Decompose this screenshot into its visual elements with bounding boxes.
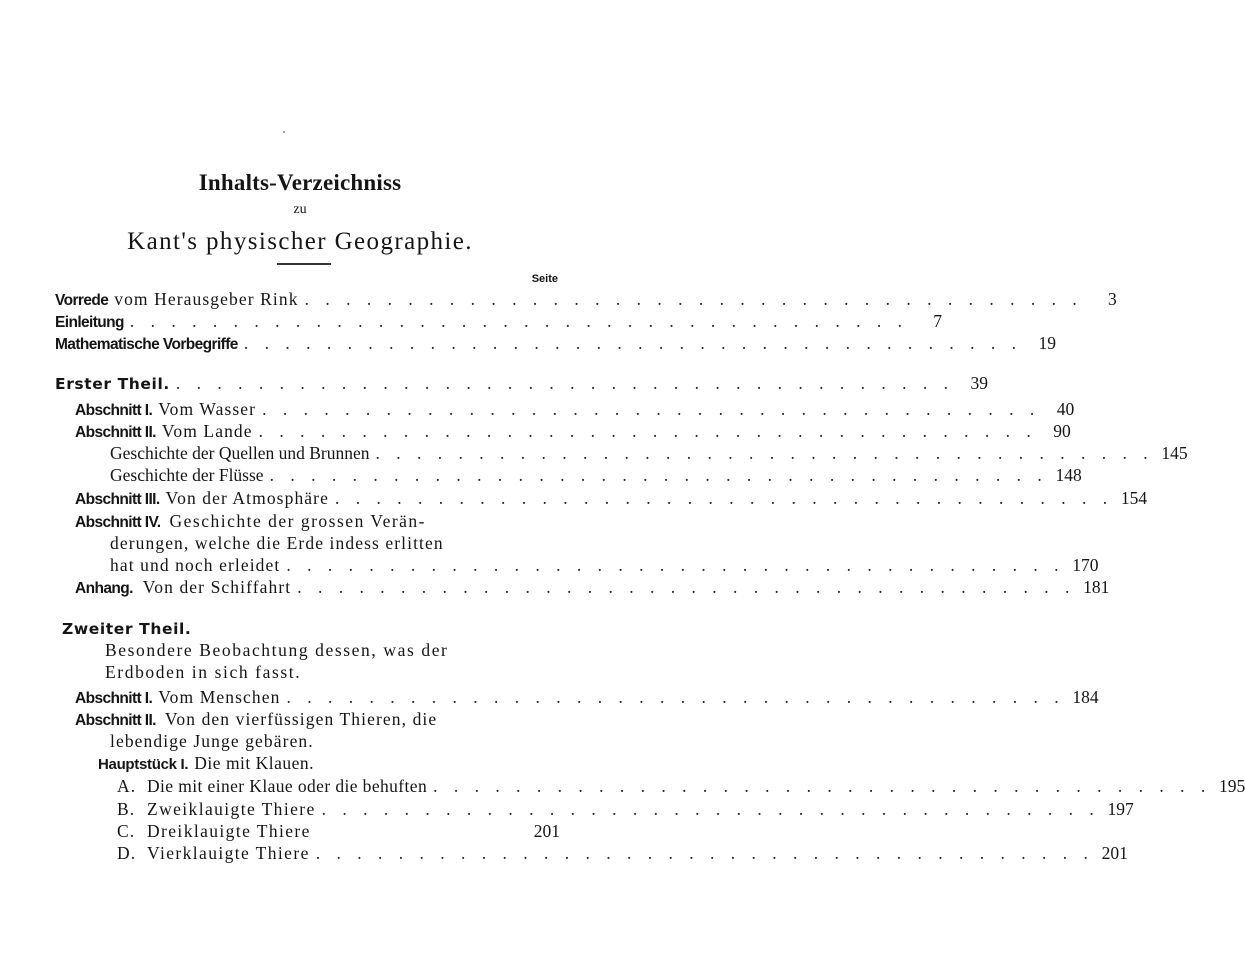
toc-entry-sub-a — [117, 775, 1245, 797]
subentry-marker: C. — [117, 821, 136, 841]
entry-text: Vom Menschen — [158, 687, 281, 707]
toc-entry-einleitung — [55, 310, 943, 334]
toc-entry-abschnitt-4 — [75, 510, 560, 534]
toc-entry-abschnitt-1 — [75, 398, 1075, 422]
page-number: 201 — [533, 821, 560, 841]
page-number: 195 — [1219, 776, 1245, 796]
page-number: 181 — [1083, 577, 1110, 597]
print-speck — [283, 131, 285, 133]
section-label: Abschnitt IV. — [75, 514, 161, 531]
page-number: 40 — [1056, 399, 1075, 419]
entry-text: Zweiklauigte Thiere — [147, 799, 316, 819]
entry-text-continued: lebendige Junge gebären. — [110, 731, 314, 751]
subentry-marker: A. — [117, 776, 137, 796]
toc-entry-fluesse — [110, 464, 1082, 486]
dot-leader: . . . . . . . . . . . . . . . . . . . . . . . . . . . . . . . . . . . . . . — [375, 443, 1154, 463]
page-number: 170 — [1072, 555, 1099, 575]
entry-text: Vom Wasser — [158, 399, 257, 419]
entry-text: Von den vierfüssigen Thieren, die — [164, 709, 438, 729]
chapter-label: Hauptstück I. — [98, 756, 189, 773]
part-label: Zweiter Theil. — [62, 620, 192, 638]
page-subtitle: Kant's physischer Geographie. — [127, 228, 473, 255]
entry-text: Geschichte der grossen Verän- — [169, 511, 427, 531]
page-number: 154 — [1120, 488, 1148, 508]
entry-text-continued: derungen, welche die Erde indess erlitten — [110, 533, 444, 553]
dot-leader: . . . . . . . . . . . . . . . . . . . . . . . . . . . . . . . . . . . . . . — [175, 373, 954, 393]
entry-label: Einleitung — [55, 314, 124, 331]
page-number: 201 — [1101, 843, 1128, 863]
toc-entry-sub-d — [117, 842, 1128, 864]
section-label: Abschnitt I. — [75, 402, 153, 419]
toc-entry-sub-b — [117, 798, 1134, 820]
dot-leader: . . . . . . . . . . . . . . . . . . . . . . . . . . . . . . . . . . . . . . — [321, 799, 1100, 819]
entry-text: Vom Lande — [161, 421, 253, 441]
entry-text: vom Herausgeber Rink — [114, 289, 299, 309]
dot-leader: . . . . . . . . . . . . . . . . . . . . . . . . . . . . . . . . . . . . . . — [129, 311, 909, 331]
dot-leader: . . . . . . . . . . . . . . . . . . . . . . . . . . . . . . . . . . . . . . — [433, 776, 1212, 796]
toc-entry-zweiter-theil — [62, 618, 560, 640]
title-divider — [277, 263, 331, 265]
section-label: Abschnitt I. — [75, 690, 153, 707]
dot-leader: . . . . . . . . . . . . . . . . . . . . . . . . . . . . . . . . . . . . . . — [243, 333, 1022, 353]
toc-entry-zweiter-abschnitt-1 — [75, 686, 1099, 710]
toc-entry-abschnitt-2 — [75, 420, 1071, 444]
entry-text: Von der Atmosphäre — [165, 488, 329, 508]
page-number: 148 — [1055, 465, 1082, 485]
toc-entry-anhang — [75, 576, 1110, 600]
page-number: 90 — [1053, 421, 1071, 441]
entry-text: Dreiklauigte Thiere — [147, 821, 311, 841]
page-number: 184 — [1072, 687, 1099, 707]
entry-text: Von der Schiffahrt — [142, 577, 292, 597]
dot-leader: . . . . . . . . . . . . . . . . . . . . . . . . . . . . . . . . . . . . . . — [286, 687, 1065, 707]
entry-label: Mathematische Vorbegriffe — [55, 336, 238, 353]
entry-text: Geschichte der Flüsse — [110, 465, 264, 485]
page-number: 3 — [1107, 289, 1117, 309]
page-number: 197 — [1107, 799, 1134, 819]
toc-entry-mathematische-vorbegriffe — [55, 332, 1056, 356]
subentry-marker: B. — [117, 799, 136, 819]
page-number: 19 — [1038, 333, 1056, 353]
toc-entry-vorrede — [55, 288, 1117, 312]
section-label: Abschnitt II. — [75, 712, 156, 729]
subentry-marker: D. — [117, 843, 137, 863]
dot-leader: . . . . . . . . . . . . . . . . . . . . . . . . . . . . . . . . . . . . . . — [286, 555, 1065, 575]
section-label: Anhang. — [75, 580, 133, 597]
entry-text: Die mit Klauen. — [194, 753, 315, 773]
entry-text: Vierklauigte Thiere — [147, 843, 310, 863]
page-column-label: Seite — [531, 273, 558, 285]
part-label: Erster Theil. — [55, 375, 170, 393]
section-label: Abschnitt II. — [75, 424, 156, 441]
dot-leader: . . . . . . . . . . . . . . . . . . . . . . . . . . . . . . . . . . . . . . — [262, 399, 1041, 419]
entry-text: Die mit einer Klaue oder die behuften — [147, 776, 428, 796]
toc-entry-hauptstueck-1 — [98, 752, 560, 776]
part-description-continued: Erdboden in sich fasst. — [105, 662, 302, 682]
page-title: Inhalts-Verzeichniss — [198, 170, 402, 195]
entry-label: Vorrede — [55, 292, 109, 309]
entry-text: Geschichte der Quellen und Brunnen — [110, 443, 370, 463]
dot-leader: . . . . . . . . . . . . . . . . . . . . . . . . . . . . . . . . . . . . . . — [315, 843, 1094, 863]
dot-leader: . . . . . . . . . . . . . . . . . . . . . . . . . . . . . . . . . . . . . . — [258, 421, 1037, 441]
toc-entry-abschnitt-3 — [75, 487, 1148, 511]
page-number: 7 — [933, 311, 943, 331]
toc-entry-sub-c — [117, 820, 560, 842]
part-description: Besondere Beobachtung dessen, was der — [105, 640, 449, 660]
toc-entry-quellen — [110, 442, 1188, 464]
toc-entry-zweiter-abschnitt-2 — [75, 708, 560, 732]
title-connector: zu — [293, 202, 307, 217]
section-label: Abschnitt III. — [75, 491, 160, 508]
page-number: 145 — [1161, 443, 1188, 463]
dot-leader: . . . . . . . . . . . . . . . . . . . . . . . . . . . . . . . . . . . . . . — [334, 488, 1114, 508]
page-number: 39 — [970, 373, 988, 393]
dot-leader: . . . . . . . . . . . . . . . . . . . . . . . . . . . . . . . . . . . . . . — [304, 289, 1083, 309]
toc-entry-erster-theil — [55, 372, 988, 395]
entry-text: hat und noch erleidet — [110, 555, 281, 575]
dot-leader: . . . . . . . . . . . . . . . . . . . . . . . . . . . . . . . . . . . . . . — [297, 577, 1076, 597]
toc-entry-abschnitt-4-end — [110, 554, 1099, 576]
dot-leader: . . . . . . . . . . . . . . . . . . . . . . . . . . . . . . . . . . . . . . — [269, 465, 1048, 485]
